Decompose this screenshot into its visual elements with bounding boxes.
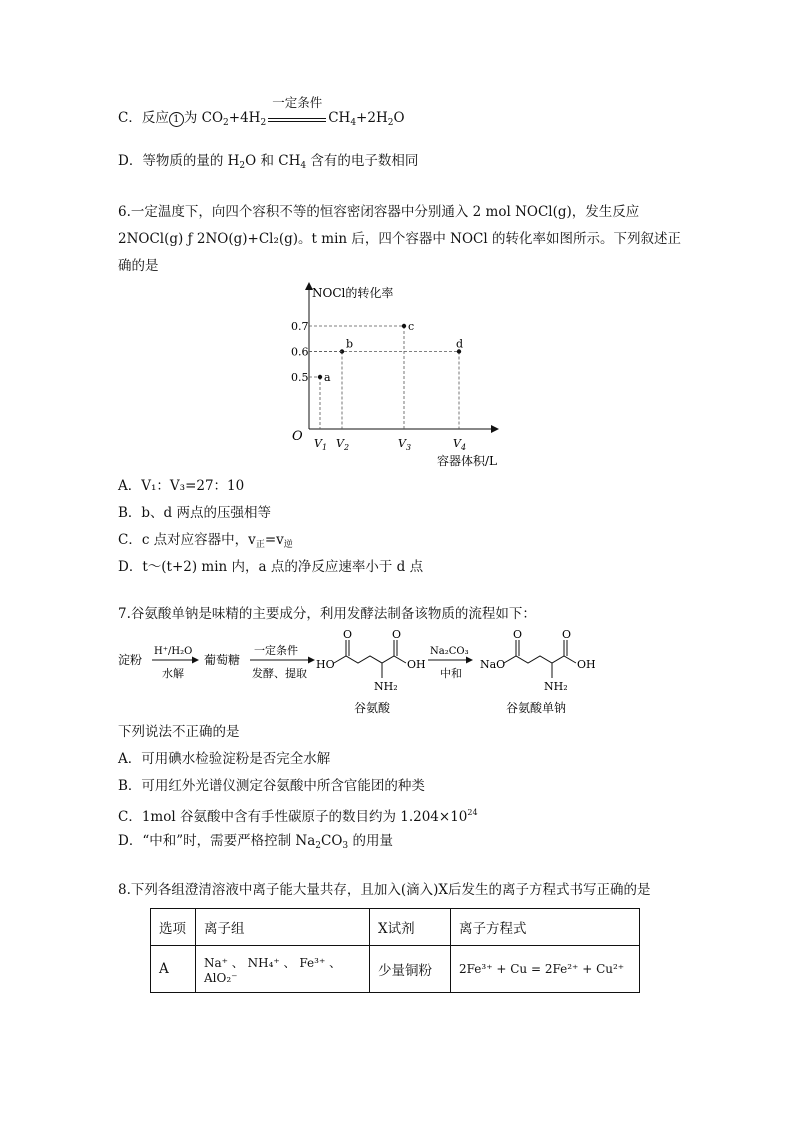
x-axis-label: 容器体积/L [437, 454, 498, 468]
point-label-b: b [346, 337, 354, 351]
q7-ask: 下列说法不正确的是 [118, 724, 240, 740]
arrow3-top: Na₂CO₃ [430, 646, 469, 657]
subscript: 4 [350, 118, 357, 128]
subscript: 3 [342, 841, 349, 851]
point-label-a: a [324, 371, 331, 384]
text: 为 CO [183, 110, 224, 126]
cell-option: A [151, 946, 196, 993]
text: D．等物质的量的 H [118, 153, 240, 169]
o-label: O [392, 628, 402, 641]
circled-number: 1 [169, 112, 184, 127]
arrow1-bottom: 水解 [162, 667, 184, 680]
q6-option-c [118, 530, 293, 555]
condition-text: 一定条件 [272, 95, 323, 110]
text: O 和 CH [245, 153, 301, 169]
text: O [393, 110, 405, 126]
nh2-label: NH₂ [544, 680, 568, 693]
o-label: O [343, 628, 353, 641]
glutamic-acid-name: 谷氨酸 [354, 701, 391, 715]
cell-reagent: 少量铜粉 [370, 946, 451, 993]
subscript: 2 [260, 118, 267, 128]
q7-option-a: A．可用碘水检验淀粉是否完全水解 [118, 751, 331, 767]
subscript: 2 [387, 118, 394, 128]
msg-structure [480, 628, 596, 715]
x-tick-label: $V_1$ [314, 437, 328, 452]
subscript: 2 [223, 118, 229, 128]
header-ions: 离子组 [196, 909, 370, 946]
synthesis-flow-diagram [118, 628, 618, 720]
glucose-label: 葡萄糖 [204, 653, 241, 667]
text: CH [328, 110, 351, 126]
text: +2H [356, 110, 388, 126]
x-tick-label: $V_4$ [453, 437, 467, 452]
origin-label: O [292, 429, 303, 444]
y-axis-label: NOCl的转化率 [312, 286, 394, 300]
conversion-chart [0, 280, 794, 480]
o-label: O [562, 628, 572, 641]
q6-option-d: D．t～(t+2) min 内，a 点的净反应速率小于 d 点 [118, 559, 424, 575]
arrow2-bottom: 发酵、提取 [252, 667, 307, 680]
q5-option-c [118, 95, 405, 133]
arrow1-top: H⁺/H₂O [154, 646, 193, 657]
msg-name: 谷氨酸单钠 [506, 701, 567, 715]
o-label: O [513, 628, 523, 641]
text: C．c 点对应容器中，v [118, 532, 256, 548]
text: 的用量 [348, 833, 393, 849]
q8-table [150, 908, 640, 993]
superscript: 24 [467, 808, 478, 817]
q7-option-b: B．可用红外光谱仪测定谷氨酸中所含官能团的种类 [118, 778, 425, 794]
point-a [318, 375, 322, 379]
q6-option-b: B．b、d 两点的压强相等 [118, 505, 271, 521]
y-tick-label: 0.6 [291, 345, 309, 359]
table-header-row [151, 909, 640, 946]
y-tick-label: 0.5 [291, 371, 309, 384]
point-label-c: c [408, 320, 415, 333]
text: CO [321, 833, 343, 849]
arrow3-bottom: 中和 [440, 667, 462, 680]
q6-option-a: A．V₁：V₃=27：10 [118, 478, 245, 494]
q5-option-d [118, 151, 418, 176]
nao-label: NaO [480, 658, 506, 671]
text: 含有的电子数相同 [306, 153, 419, 169]
nh2-label: NH₂ [374, 680, 398, 693]
subscript: 逆 [283, 540, 293, 550]
cell-equation: 2Fe³⁺ + Cu = 2Fe²⁺ + Cu²⁺ [451, 946, 640, 993]
glutamic-acid-structure [316, 628, 426, 715]
q6-stem-line2: 2NOCl(g) ƒ 2NO(g)+Cl₂(g)。t min 后，四个容器中 NOCl 的转化率如图所示。下列叙述正 [118, 231, 681, 247]
starch-label: 淀粉 [118, 653, 143, 667]
q6-stem-line3: 确的是 [118, 258, 159, 274]
header-option: 选项 [151, 909, 196, 946]
option-c-prefix: C．反应 [118, 110, 169, 126]
reaction-condition-arrow [268, 95, 326, 122]
q6-stem-line1: 6.一定温度下，向四个容积不等的恒容密闭容器中分别通入 2 mol NOCl(g)，发生反应 [118, 204, 640, 220]
point-c [402, 324, 406, 328]
oh-label: OH [577, 658, 596, 671]
q8-stem: 8.下列各组澄清溶液中离子能大量共存，且加入(滴入)X后发生的离子方程式书写正确的是 [118, 882, 651, 898]
cell-ions: Na⁺ 、 NH₄⁺ 、 Fe³⁺ 、 AlO₂⁻ [196, 946, 370, 993]
q7-option-d [118, 831, 393, 856]
text: D．“中和”时，需要严格控制 Na [118, 833, 316, 849]
text: +4H [228, 110, 261, 126]
x-tick-label: $V_2$ [336, 437, 350, 452]
oh-label: OH [407, 658, 426, 671]
ho-label: HO [316, 658, 335, 671]
point-label-d: d [456, 337, 464, 351]
q7-option-c [118, 803, 478, 827]
text: C．1mol 谷氨酸中含有手性碳原子的数目约为 1.204×10 [118, 809, 468, 825]
q7-stem: 7.谷氨酸单钠是味精的主要成分，利用发酵法制备该物质的流程如下： [118, 606, 536, 622]
subscript: 4 [300, 161, 307, 171]
x-tick-label: $V_3$ [398, 437, 412, 452]
arrow2-top: 一定条件 [254, 644, 298, 657]
header-reagent: X试剂 [370, 909, 451, 946]
subscript: 2 [315, 841, 322, 851]
text: =v [264, 532, 284, 548]
table-row [151, 946, 640, 993]
subscript: 正 [255, 540, 265, 550]
subscript: 2 [239, 161, 246, 171]
y-tick-label: 0.7 [291, 320, 309, 333]
header-equation: 离子方程式 [451, 909, 640, 946]
